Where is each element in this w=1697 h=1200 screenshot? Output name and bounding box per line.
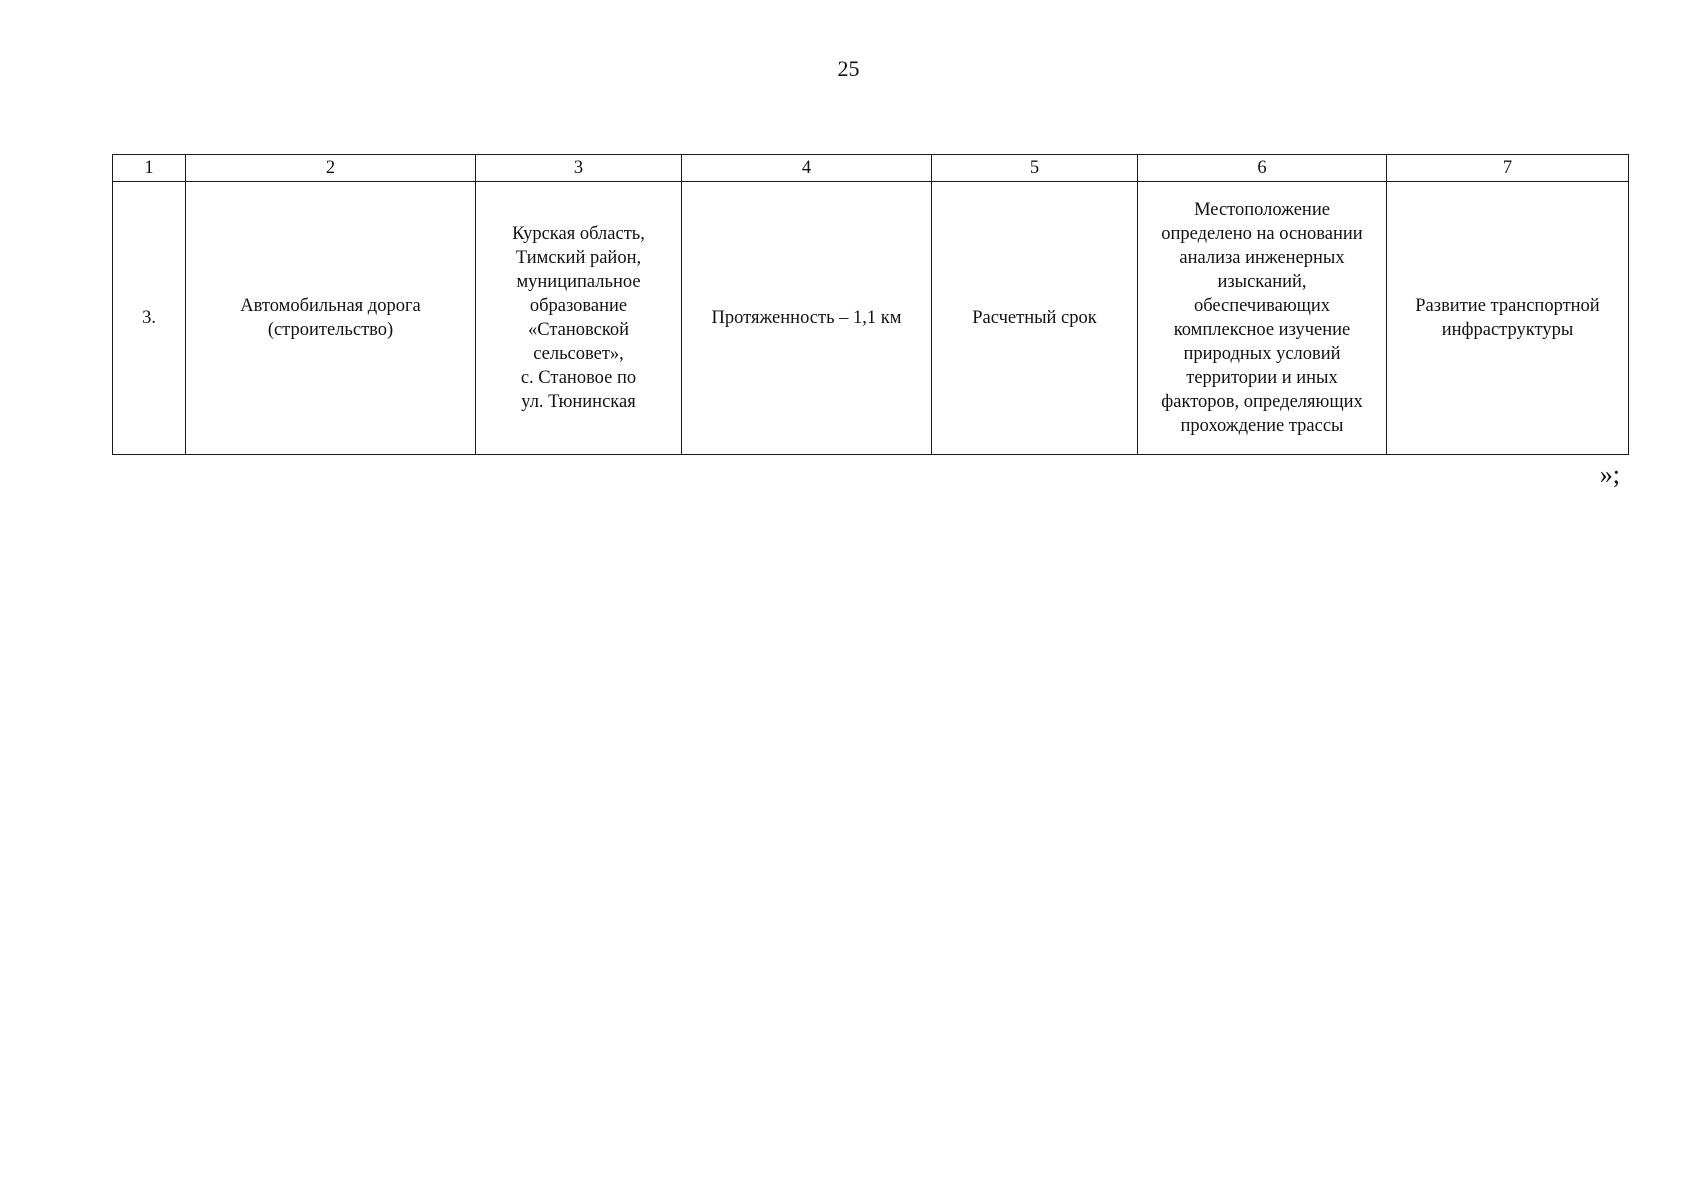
characteristics-cell: Протяженность – 1,1 км	[682, 182, 932, 455]
column-number-4: 4	[682, 155, 932, 182]
page-number: 25	[837, 56, 860, 81]
column-number-5: 5	[932, 155, 1138, 182]
row-index-cell: 3.	[113, 182, 186, 455]
closing-quote-mark: »;	[1599, 460, 1620, 489]
column-number-6: 6	[1138, 155, 1387, 182]
purpose-cell: Развитие транспортной инфраструктуры	[1387, 182, 1629, 455]
table-row	[113, 182, 1629, 455]
column-number-1: 1	[113, 155, 186, 182]
column-number-7: 7	[1387, 155, 1629, 182]
document-table	[112, 154, 1629, 455]
column-number-2: 2	[186, 155, 476, 182]
justification-cell: Местоположение определено на основании анализа инженерных изысканий, обеспечивающих комплексное изучение природных условий территории и иных факторов, определяющих прохождение трассы	[1138, 182, 1387, 455]
term-cell: Расчетный срок	[932, 182, 1138, 455]
table-header-row	[113, 155, 1629, 182]
column-number-3: 3	[476, 155, 682, 182]
location-cell: Курская область, Тимский район, муниципальное образование «Становской сельсовет», с. Становое по ул. Тюнинская	[476, 182, 682, 455]
object-name-cell: Автомобильная дорога (строительство)	[186, 182, 476, 455]
